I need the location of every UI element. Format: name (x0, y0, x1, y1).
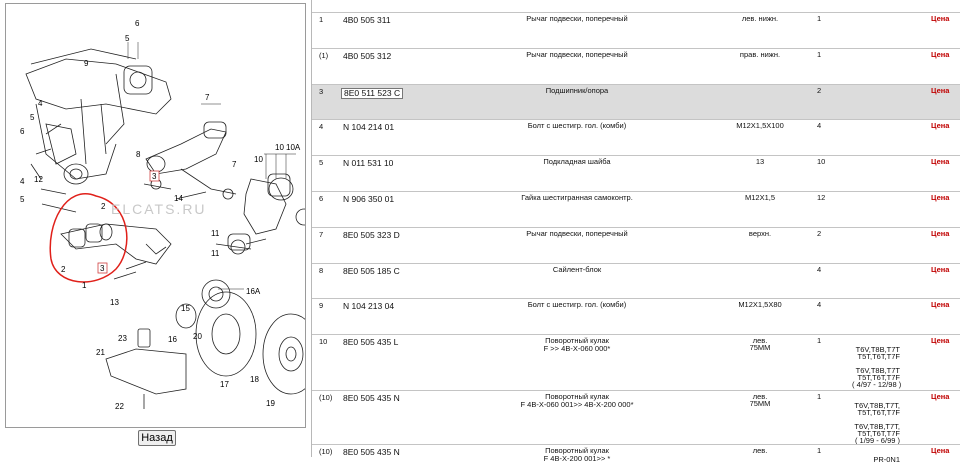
table-row[interactable] (312, 298, 960, 335)
callout-label: 6 (135, 19, 140, 28)
part-name-cell: Поворотный кулак (545, 336, 609, 345)
table-row[interactable] (312, 191, 960, 228)
callout-label: 15 (181, 304, 190, 313)
quantity-cell: 2 (817, 86, 822, 95)
note-cell: M12X1,5X100 (736, 121, 784, 130)
table-row[interactable] (312, 48, 960, 85)
part-number-cell[interactable]: N 104 213 04 (343, 301, 395, 311)
diagram-watermark: ELCATS.RU (111, 201, 207, 217)
callout-label: 5 (20, 195, 25, 204)
note-cell: 75MM (749, 343, 771, 352)
quantity-cell: 4 (817, 300, 822, 309)
price-link[interactable]: Цена (931, 229, 950, 238)
position-cell: 3 (319, 87, 324, 96)
callout-label: 16 (168, 335, 177, 344)
part-name-cell: Подшипник/опора (545, 86, 609, 95)
note-cell: прав. нижн. (739, 50, 781, 59)
model-cell: T6V,T8B,T7T, (854, 422, 900, 431)
model-cell: T5T,T6T,T7F (857, 429, 900, 438)
callout-label: 14 (174, 194, 183, 203)
note-cell: M12X1,5X80 (738, 300, 782, 309)
position-cell: 6 (319, 194, 324, 203)
callout-label: 2 (101, 202, 106, 211)
callout-label: 7 (205, 93, 210, 102)
model-cell: PR-0N1 (873, 455, 900, 464)
position-cell: 10 (319, 337, 328, 346)
callout-label: 3 (152, 172, 157, 181)
callout-label: 7 (232, 160, 237, 169)
callout-label: 19 (266, 399, 275, 408)
price-link[interactable]: Цена (931, 446, 950, 455)
part-name-cell: Рычаг подвески, поперечный (526, 14, 628, 23)
table-row[interactable] (312, 334, 960, 391)
callout-label: 1 (82, 281, 87, 290)
callout-label: 9 (84, 59, 89, 68)
callout-label: 16A (246, 287, 261, 296)
price-link[interactable]: Цена (931, 392, 950, 401)
callout-label: 4 (38, 99, 43, 108)
price-link[interactable]: Цена (931, 14, 950, 23)
price-link[interactable]: Цена (931, 265, 950, 274)
callout-label: 20 (193, 332, 202, 341)
part-name-cell: F 4B-X-200 001>> * (543, 454, 611, 463)
price-link[interactable]: Цена (931, 157, 950, 166)
callout-label: 23 (118, 334, 127, 343)
table-row[interactable] (312, 390, 960, 445)
suspension-exploded-view (6, 4, 305, 427)
model-cell: T6V,T8B,T7T, (854, 401, 900, 410)
model-cell: T6V,T8B,T7T (855, 345, 900, 354)
callout-label: 10 (254, 155, 263, 164)
note-cell: лев. (752, 392, 768, 401)
part-name-cell: Поворотный кулак (545, 392, 609, 401)
table-row[interactable] (312, 263, 960, 299)
part-name-cell: Болт с шестигр. гол. (комби) (527, 121, 627, 130)
part-number-cell[interactable]: N 104 214 01 (343, 122, 395, 132)
position-cell: 9 (319, 301, 324, 310)
price-link[interactable]: Цена (931, 193, 950, 202)
model-cell: ( 1/99 - 6/99 ) (854, 436, 900, 445)
part-number-cell[interactable]: N 906 350 01 (343, 194, 395, 204)
price-link[interactable]: Цена (931, 50, 950, 59)
model-cell: ( 4/97 - 12/98 ) (852, 380, 902, 389)
model-cell: T5T,T6T,T7F (857, 373, 900, 382)
quantity-cell: 12 (817, 193, 826, 202)
quantity-cell: 10 (817, 157, 826, 166)
note-cell: M12X1,5 (744, 193, 776, 202)
model-cell: T6V,T8B,T7T (855, 366, 900, 375)
callout-label: 10A (286, 143, 301, 152)
quantity-cell: 1 (817, 14, 822, 23)
part-number-cell[interactable]: 8E0 505 435 N (343, 447, 400, 457)
back-button[interactable]: Назад (138, 430, 176, 446)
part-number-cell[interactable]: 4B0 505 312 (343, 51, 392, 61)
price-link[interactable]: Цена (931, 121, 950, 130)
position-cell: 5 (319, 158, 324, 167)
price-link[interactable]: Цена (931, 300, 950, 309)
note-cell: верхн. (748, 229, 772, 238)
model-cell: T5T,T6T,T7F (857, 408, 900, 417)
callout-label: 11 (211, 229, 220, 238)
callout-label: 22 (115, 402, 124, 411)
quantity-cell: 1 (817, 446, 822, 455)
callout-label: 17 (220, 380, 229, 389)
part-number-cell[interactable]: 8E0 505 435 N (343, 393, 400, 403)
callout-label: 5 (125, 34, 130, 43)
table-row[interactable] (312, 12, 960, 49)
table-row[interactable] (312, 84, 960, 120)
position-cell: (10) (319, 393, 333, 402)
table-row[interactable] (312, 119, 960, 156)
part-name-cell: Гайка шестигранная самоконтр. (521, 193, 633, 202)
price-link[interactable]: Цена (931, 86, 950, 95)
note-cell: лев. (752, 446, 768, 455)
part-name-cell: F >> 4B-X-060 000* (543, 344, 611, 353)
note-cell: лев. (752, 336, 768, 345)
note-cell: лев. нижн. (741, 14, 779, 23)
quantity-cell: 1 (817, 392, 822, 401)
table-row[interactable] (312, 155, 960, 192)
position-cell: (1) (319, 51, 329, 60)
callout-label: 5 (30, 113, 35, 122)
part-number-cell[interactable]: 8E0 511 523 C (341, 88, 403, 99)
table-row[interactable] (312, 227, 960, 264)
quantity-cell: 4 (817, 265, 822, 274)
part-name-cell: Болт с шестигр. гол. (комби) (527, 300, 627, 309)
quantity-cell: 2 (817, 229, 822, 238)
part-name-cell: Подкладная шайба (543, 157, 611, 166)
note-cell: 75MM (749, 399, 771, 408)
part-number-cell[interactable]: 8E0 505 435 L (343, 337, 399, 347)
position-cell: 8 (319, 266, 324, 275)
parts-table (312, 0, 960, 464)
price-link[interactable]: Цена (931, 336, 950, 345)
part-name-cell: F 4B-X-060 001>> 4B-X-200 000* (520, 400, 634, 409)
callout-label: 6 (20, 127, 25, 136)
callout-label: 11 (211, 249, 220, 258)
quantity-cell: 1 (817, 50, 822, 59)
part-name-cell: Сайлент-блок (552, 265, 602, 274)
parts-diagram (5, 3, 306, 428)
part-number-cell[interactable]: 4B0 505 311 (343, 15, 391, 25)
position-cell: 4 (319, 122, 324, 131)
quantity-cell: 4 (817, 121, 822, 130)
quantity-cell: 1 (817, 336, 822, 345)
callout-label: 18 (250, 375, 259, 384)
callout-label: 3 (100, 264, 105, 273)
table-row[interactable] (312, 444, 960, 465)
part-name-cell: Поворотный кулак (545, 446, 609, 455)
callout-label: 8 (136, 150, 141, 159)
callout-label: 4 (20, 177, 25, 186)
note-cell: 13 (755, 157, 765, 166)
part-number-cell[interactable]: 8E0 505 323 D (343, 230, 400, 240)
callout-label: 10 (275, 143, 284, 152)
position-cell: (10) (319, 447, 333, 456)
callout-label: 21 (96, 348, 105, 357)
callout-label: 12 (34, 175, 43, 184)
position-cell: 7 (319, 230, 324, 239)
model-cell: T5T,T6T,T7F (857, 352, 900, 361)
part-name-cell: Рычаг подвески, поперечный (526, 50, 628, 59)
position-cell: 1 (319, 15, 324, 24)
part-name-cell: Рычаг подвески, поперечный (526, 229, 628, 238)
part-number-cell[interactable]: 8E0 505 185 C (343, 266, 400, 276)
callout-label: 13 (110, 298, 119, 307)
part-number-cell[interactable]: N 011 531 10 (343, 158, 394, 168)
callout-label: 2 (61, 265, 66, 274)
